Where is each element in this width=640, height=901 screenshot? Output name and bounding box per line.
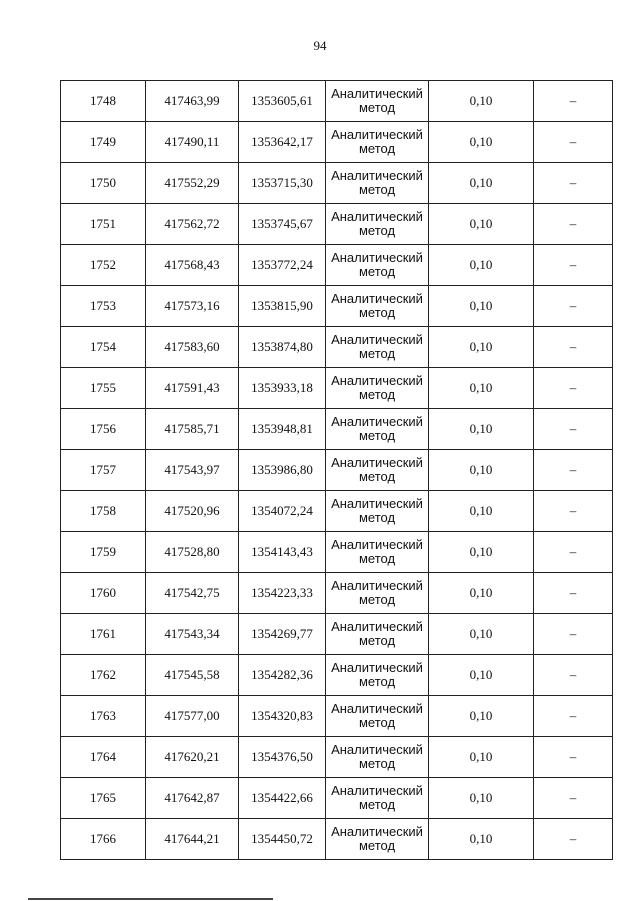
accuracy-cell: 0,10 <box>429 655 534 696</box>
method-line-2: метод <box>358 592 396 607</box>
method-line-2: метод <box>358 141 396 156</box>
accuracy-cell: 0,10 <box>429 286 534 327</box>
note-cell: – <box>534 81 613 122</box>
point-number-cell: 1756 <box>61 409 146 450</box>
method-line-2: метод <box>358 838 396 853</box>
point-number-cell: 1748 <box>61 81 146 122</box>
table-row <box>61 614 613 655</box>
note-cell: – <box>534 778 613 819</box>
table-row <box>61 573 613 614</box>
point-number-cell: 1760 <box>61 573 146 614</box>
method-line-1: Аналитический <box>331 701 423 716</box>
accuracy-cell: 0,10 <box>429 81 534 122</box>
accuracy-cell: 0,10 <box>429 778 534 819</box>
point-number-cell: 1758 <box>61 491 146 532</box>
point-number-cell: 1751 <box>61 204 146 245</box>
y-coordinate-cell: 1353933,18 <box>239 368 326 409</box>
table-row <box>61 737 613 778</box>
method-cell <box>326 245 429 286</box>
table-row <box>61 655 613 696</box>
method-line-1: Аналитический <box>331 250 423 265</box>
point-number-cell: 1757 <box>61 450 146 491</box>
note-cell: – <box>534 450 613 491</box>
method-line-2: метод <box>358 264 396 279</box>
accuracy-cell: 0,10 <box>429 163 534 204</box>
method-line-1: Аналитический <box>331 414 423 429</box>
table-row <box>61 286 613 327</box>
method-line-1: Аналитический <box>331 742 423 757</box>
method-cell <box>326 491 429 532</box>
accuracy-cell: 0,10 <box>429 409 534 450</box>
method-cell <box>326 286 429 327</box>
method-cell <box>326 409 429 450</box>
x-coordinate-cell: 417542,75 <box>146 573 239 614</box>
note-cell: – <box>534 573 613 614</box>
note-cell: – <box>534 163 613 204</box>
note-cell: – <box>534 204 613 245</box>
method-line-2: метод <box>358 469 396 484</box>
method-line-2: метод <box>358 223 396 238</box>
table-row <box>61 450 613 491</box>
x-coordinate-cell: 417591,43 <box>146 368 239 409</box>
y-coordinate-cell: 1353815,90 <box>239 286 326 327</box>
table-row <box>61 204 613 245</box>
x-coordinate-cell: 417577,00 <box>146 696 239 737</box>
y-coordinate-cell: 1353948,81 <box>239 409 326 450</box>
y-coordinate-cell: 1353605,61 <box>239 81 326 122</box>
method-line-1: Аналитический <box>331 168 423 183</box>
note-cell: – <box>534 614 613 655</box>
method-line-1: Аналитический <box>331 332 423 347</box>
accuracy-cell: 0,10 <box>429 819 534 860</box>
point-number-cell: 1759 <box>61 532 146 573</box>
table-row <box>61 327 613 368</box>
x-coordinate-cell: 417573,16 <box>146 286 239 327</box>
table-row <box>61 532 613 573</box>
method-line-2: метод <box>358 715 396 730</box>
method-cell <box>326 122 429 163</box>
accuracy-cell: 0,10 <box>429 122 534 163</box>
method-cell <box>326 368 429 409</box>
accuracy-cell: 0,10 <box>429 368 534 409</box>
method-line-2: метод <box>358 633 396 648</box>
method-line-1: Аналитический <box>331 86 423 101</box>
y-coordinate-cell: 1354376,50 <box>239 737 326 778</box>
method-line-1: Аналитический <box>331 373 423 388</box>
x-coordinate-cell: 417528,80 <box>146 532 239 573</box>
table-row <box>61 245 613 286</box>
x-coordinate-cell: 417552,29 <box>146 163 239 204</box>
table-row <box>61 819 613 860</box>
table-row <box>61 409 613 450</box>
method-cell <box>326 737 429 778</box>
method-cell <box>326 81 429 122</box>
coordinates-table <box>60 80 613 860</box>
x-coordinate-cell: 417568,43 <box>146 245 239 286</box>
x-coordinate-cell: 417545,58 <box>146 655 239 696</box>
y-coordinate-cell: 1354269,77 <box>239 614 326 655</box>
method-cell <box>326 696 429 737</box>
y-coordinate-cell: 1353874,80 <box>239 327 326 368</box>
y-coordinate-cell: 1353986,80 <box>239 450 326 491</box>
table-row <box>61 696 613 737</box>
method-line-1: Аналитический <box>331 537 423 552</box>
method-line-2: метод <box>358 428 396 443</box>
x-coordinate-cell: 417644,21 <box>146 819 239 860</box>
point-number-cell: 1761 <box>61 614 146 655</box>
method-line-1: Аналитический <box>331 578 423 593</box>
accuracy-cell: 0,10 <box>429 450 534 491</box>
note-cell: – <box>534 122 613 163</box>
x-coordinate-cell: 417642,87 <box>146 778 239 819</box>
method-line-2: метод <box>358 100 396 115</box>
point-number-cell: 1765 <box>61 778 146 819</box>
x-coordinate-cell: 417583,60 <box>146 327 239 368</box>
accuracy-cell: 0,10 <box>429 573 534 614</box>
method-line-1: Аналитический <box>331 496 423 511</box>
bottom-rule <box>28 898 273 900</box>
y-coordinate-cell: 1354072,24 <box>239 491 326 532</box>
method-line-2: метод <box>358 797 396 812</box>
x-coordinate-cell: 417543,34 <box>146 614 239 655</box>
method-cell <box>326 614 429 655</box>
method-line-2: метод <box>358 305 396 320</box>
note-cell: – <box>534 655 613 696</box>
method-line-1: Аналитический <box>331 127 423 142</box>
table-row <box>61 368 613 409</box>
x-coordinate-cell: 417585,71 <box>146 409 239 450</box>
method-cell <box>326 532 429 573</box>
accuracy-cell: 0,10 <box>429 245 534 286</box>
point-number-cell: 1766 <box>61 819 146 860</box>
method-cell <box>326 450 429 491</box>
note-cell: – <box>534 409 613 450</box>
method-line-1: Аналитический <box>331 783 423 798</box>
table-body <box>61 81 613 860</box>
method-line-1: Аналитический <box>331 660 423 675</box>
method-line-2: метод <box>358 551 396 566</box>
x-coordinate-cell: 417562,72 <box>146 204 239 245</box>
method-cell <box>326 655 429 696</box>
y-coordinate-cell: 1354282,36 <box>239 655 326 696</box>
x-coordinate-cell: 417490,11 <box>146 122 239 163</box>
method-line-2: метод <box>358 756 396 771</box>
accuracy-cell: 0,10 <box>429 696 534 737</box>
method-cell <box>326 819 429 860</box>
y-coordinate-cell: 1353772,24 <box>239 245 326 286</box>
method-line-1: Аналитический <box>331 291 423 306</box>
point-number-cell: 1752 <box>61 245 146 286</box>
note-cell: – <box>534 491 613 532</box>
method-line-2: метод <box>358 674 396 689</box>
note-cell: – <box>534 737 613 778</box>
point-number-cell: 1764 <box>61 737 146 778</box>
y-coordinate-cell: 1353715,30 <box>239 163 326 204</box>
table-row <box>61 491 613 532</box>
accuracy-cell: 0,10 <box>429 614 534 655</box>
method-cell <box>326 163 429 204</box>
note-cell: – <box>534 696 613 737</box>
x-coordinate-cell: 417620,21 <box>146 737 239 778</box>
point-number-cell: 1754 <box>61 327 146 368</box>
method-cell <box>326 778 429 819</box>
y-coordinate-cell: 1354143,43 <box>239 532 326 573</box>
accuracy-cell: 0,10 <box>429 737 534 778</box>
accuracy-cell: 0,10 <box>429 532 534 573</box>
point-number-cell: 1749 <box>61 122 146 163</box>
accuracy-cell: 0,10 <box>429 327 534 368</box>
accuracy-cell: 0,10 <box>429 204 534 245</box>
note-cell: – <box>534 327 613 368</box>
method-line-1: Аналитический <box>331 455 423 470</box>
method-cell <box>326 573 429 614</box>
y-coordinate-cell: 1353642,17 <box>239 122 326 163</box>
note-cell: – <box>534 286 613 327</box>
y-coordinate-cell: 1354422,66 <box>239 778 326 819</box>
method-line-1: Аналитический <box>331 619 423 634</box>
page-number: 94 <box>313 38 327 53</box>
y-coordinate-cell: 1354320,83 <box>239 696 326 737</box>
x-coordinate-cell: 417543,97 <box>146 450 239 491</box>
note-cell: – <box>534 368 613 409</box>
x-coordinate-cell: 417463,99 <box>146 81 239 122</box>
method-cell <box>326 327 429 368</box>
point-number-cell: 1762 <box>61 655 146 696</box>
x-coordinate-cell: 417520,96 <box>146 491 239 532</box>
y-coordinate-cell: 1354450,72 <box>239 819 326 860</box>
method-line-1: Аналитический <box>331 209 423 224</box>
table-row <box>61 81 613 122</box>
point-number-cell: 1753 <box>61 286 146 327</box>
note-cell: – <box>534 245 613 286</box>
table-row <box>61 122 613 163</box>
table-row <box>61 163 613 204</box>
note-cell: – <box>534 819 613 860</box>
point-number-cell: 1750 <box>61 163 146 204</box>
y-coordinate-cell: 1353745,67 <box>239 204 326 245</box>
method-line-1: Аналитический <box>331 824 423 839</box>
y-coordinate-cell: 1354223,33 <box>239 573 326 614</box>
table-row <box>61 778 613 819</box>
note-cell: – <box>534 532 613 573</box>
method-cell <box>326 204 429 245</box>
method-line-2: метод <box>358 346 396 361</box>
method-line-2: метод <box>358 387 396 402</box>
accuracy-cell: 0,10 <box>429 491 534 532</box>
method-line-2: метод <box>358 510 396 525</box>
point-number-cell: 1763 <box>61 696 146 737</box>
method-line-2: метод <box>358 182 396 197</box>
point-number-cell: 1755 <box>61 368 146 409</box>
